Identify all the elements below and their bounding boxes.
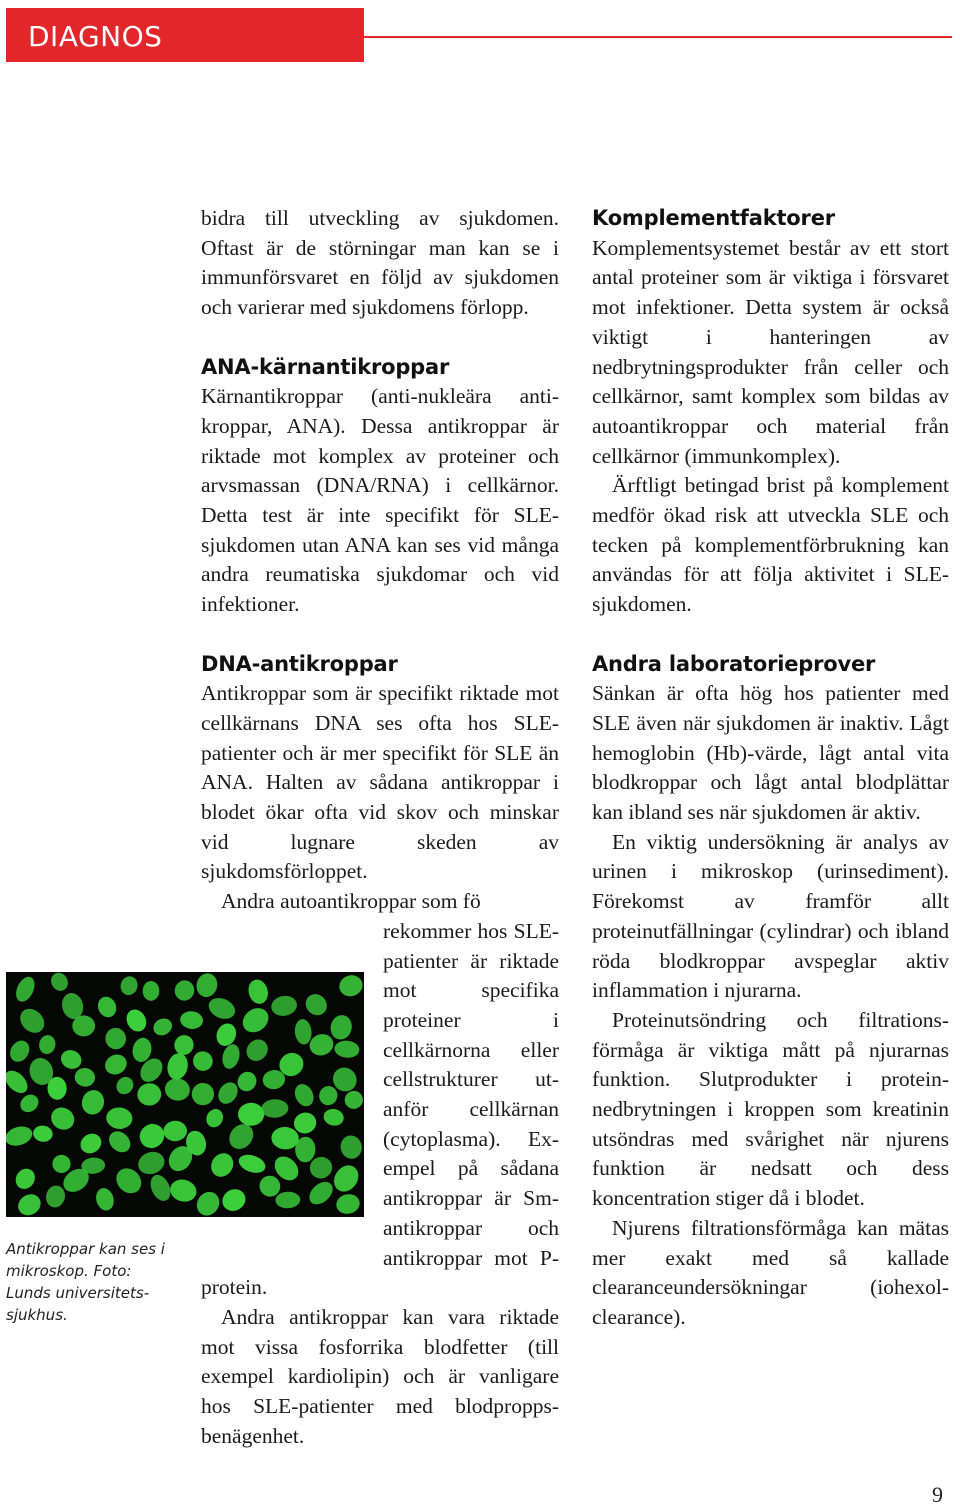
lab-paragraph-1: Sänkan är ofta hög hos patienter med SLE även när sjukdomen är inaktiv. Lågt hemoglobin (Hb)-värde, lågt antal vita blodkroppar och lågt antal blodplättar kan ibland ses när sjukdomen är aktiv. [592, 681, 949, 825]
fluorescent-cells-image [6, 972, 364, 1217]
cell-nucleus [136, 1082, 162, 1107]
cell-nucleus [339, 1134, 364, 1161]
cell-nucleus [147, 1172, 174, 1204]
cell-nucleus [246, 977, 271, 1006]
cell-nucleus [52, 1154, 71, 1173]
cell-nucleus [275, 1191, 300, 1208]
cell-nucleus [337, 972, 364, 999]
cell-nucleus [163, 1120, 187, 1141]
lab-paragraph-2: En viktig undersökning är analys av urinen i mikroskop (urinsediment). Förekomst av framför allt proteinutfällningar (cylindrar) och ibland röda blodkroppar avspeglar aktiv inflammation i njurarna. [592, 829, 949, 1003]
microscope-image [6, 972, 364, 1217]
cell-nucleus [194, 972, 220, 999]
cell-nucleus [203, 1106, 226, 1130]
lab-heading: Andra laboratorieprover [592, 651, 876, 676]
cell-nucleus [102, 1051, 131, 1078]
cell-nucleus [189, 1047, 217, 1074]
cell-nucleus [105, 1127, 135, 1156]
cell-nucleus [220, 1042, 242, 1070]
cell-nucleus [234, 1068, 260, 1095]
cell-nucleus [188, 1079, 218, 1109]
page-number: 9 [932, 1482, 943, 1507]
right-column [592, 204, 949, 1333]
complement-paragraph-2: Ärftligt betingad brist på komplement medför ökad risk att utveckla SLE och tecken på komplementförbrukning kan användas för att följa aktivitet i SLE-sjukdomen. [592, 473, 949, 617]
lab-paragraph-4: Njurens filtrationsförmåga kan mätas mer exakt med så kallade clearanceundersökningar (iohexolclearance). [592, 1215, 949, 1329]
cell-nucleus [172, 1033, 197, 1058]
cell-nucleus [118, 974, 139, 997]
cell-nucleus [6, 1066, 32, 1097]
cell-nucleus [172, 978, 197, 1003]
complement-heading: Komplementfaktorer [592, 206, 835, 230]
cell-nucleus [218, 1185, 249, 1215]
complement-paragraph-1: Komplementsystemet består av ett stort antal proteiner som är viktiga i försvaret mot infektioner. Detta system är också viktigt i hanteringen av nedbrytningsprodukter från celler och cellkärnor, samt komplex som bildas av autoantikroppar och material från cellkärnor (immunkomplex). [592, 235, 949, 468]
cell-nucleus [135, 1148, 168, 1177]
cell-nucleus [113, 1074, 137, 1098]
section-header [6, 8, 364, 62]
cell-nucleus [179, 1010, 204, 1030]
cell-nucleus [58, 1047, 85, 1072]
cell-nucleus [17, 1091, 42, 1116]
cell-nucleus [236, 1151, 268, 1176]
cell-nucleus [32, 1124, 53, 1142]
ana-paragraph: Kärnantikroppar (anti-nukleära antikroppar, ANA). Dessa antikroppar är riktade mot komplex av proteiner och arvsmassan (DNA/RNA) i cellkärnor. Detta test är inte specifikt för SLE-sjukdomen utan ANA kan ses vid många andra reumatiska sjukdomar och vid infektioner. [201, 384, 559, 617]
cell-nucleus [6, 1123, 35, 1149]
cell-nucleus [163, 1076, 192, 1103]
cell-nucleus [143, 981, 160, 1001]
cell-nucleus [291, 1081, 317, 1109]
cell-nucleus [135, 1119, 169, 1153]
cell-nucleus [214, 1079, 241, 1108]
cell-nucleus [322, 1107, 345, 1127]
cell-nucleus [207, 1149, 238, 1181]
ana-heading: ANA-kärnantikroppar [201, 354, 450, 379]
cell-nucleus [14, 1190, 44, 1217]
cell-nucleus [334, 1040, 360, 1059]
cell-nucleus [329, 1161, 363, 1197]
cell-nucleus [12, 1165, 39, 1193]
cell-nucleus [238, 1103, 265, 1126]
cell-nucleus [95, 994, 120, 1020]
cell-nucleus [47, 1103, 79, 1134]
dna-heading: DNA-antikroppar [201, 651, 398, 676]
middle-column [201, 204, 559, 1452]
cell-nucleus [105, 1106, 133, 1130]
cell-nucleus [294, 1018, 313, 1045]
cell-nucleus [38, 1034, 58, 1056]
dna-paragraph: Antikroppar som är specifikt riktade mot cellkärnans DNA ses ofta hos SLE-patienter och är mer specifikt för SLE än ANA. Halten av sådana antikroppar i blodet ökar ofta vid skov och minskar vid lugnare skeden av sjukdomsförloppet. [201, 681, 559, 884]
cell-nucleus [270, 994, 299, 1018]
cell-nucleus [15, 1004, 49, 1038]
cell-nucleus [77, 1130, 105, 1158]
cell-nucleus [261, 1099, 289, 1118]
cell-nucleus [74, 1067, 97, 1088]
section-title: DIAGNOS [28, 20, 163, 53]
phospholipid-paragraph: Andra antikroppar kan vara riktade mot vissa fosforrika blodfetter (till exempel kardiolipin) och är vanligare hos SLE-patienter med blodproppsbenägenhet. [201, 1304, 559, 1448]
lab-paragraph-3: Proteinutsöndring och filtrationsförmåga är viktiga mått på njurarnas funktion. Slutprodukter i proteinnedbrytningen i kroppen som kreatinin utsöndras med svårighet när njurens funktion är nedsatt och dess koncentration stiger då i blodet. [592, 1007, 949, 1211]
cell-nucleus [334, 1192, 361, 1216]
cell-nucleus [238, 1003, 273, 1037]
cell-nucleus [242, 1035, 272, 1065]
other-antibodies-lead: Andra autoantikroppar som fö [221, 889, 481, 914]
figure-caption: Antikroppar kan ses i mikroskop. Foto: Lunds universitetssjukhus. [6, 1240, 165, 1324]
cell-nucleus [165, 1051, 190, 1081]
cell-nucleus [6, 1037, 33, 1065]
cell-nucleus [150, 1015, 174, 1038]
cell-nucleus [93, 1186, 116, 1213]
cell-nucleus [205, 994, 238, 1023]
cell-nucleus [48, 972, 71, 994]
cell-nucleus [44, 1184, 67, 1210]
header-rule [364, 36, 952, 38]
cell-nucleus [123, 1006, 150, 1035]
cell-nucleus [168, 1177, 199, 1205]
intro-paragraph: bidra till utveckling av sjukdomen. Oftast är de störningar man kan se i immunförsvaret en följd av sjukdomen och varierar med sjukdomens förlopp. [201, 206, 559, 320]
cell-nucleus [104, 1026, 128, 1051]
cell-nucleus [213, 1020, 239, 1048]
cell-nucleus [12, 974, 38, 1005]
cell-nucleus [344, 1090, 364, 1110]
cell-nucleus [192, 1188, 223, 1217]
other-antibodies-paragraph: rekommer hos SLE-patienter är riktade mot specifika proteiner i cellkärnorna eller cellstrukturer utanför cellkärnan (cytoplasma). Exempel på sådana antikroppar är Sm-antikroppar och antikroppar mot P-protein. [201, 918, 559, 1300]
cell-nucleus [271, 1126, 300, 1150]
cell-nucleus [328, 1013, 354, 1042]
cell-nucleus [301, 990, 331, 1020]
cell-nucleus [79, 1088, 107, 1117]
cell-nucleus [305, 1177, 337, 1208]
